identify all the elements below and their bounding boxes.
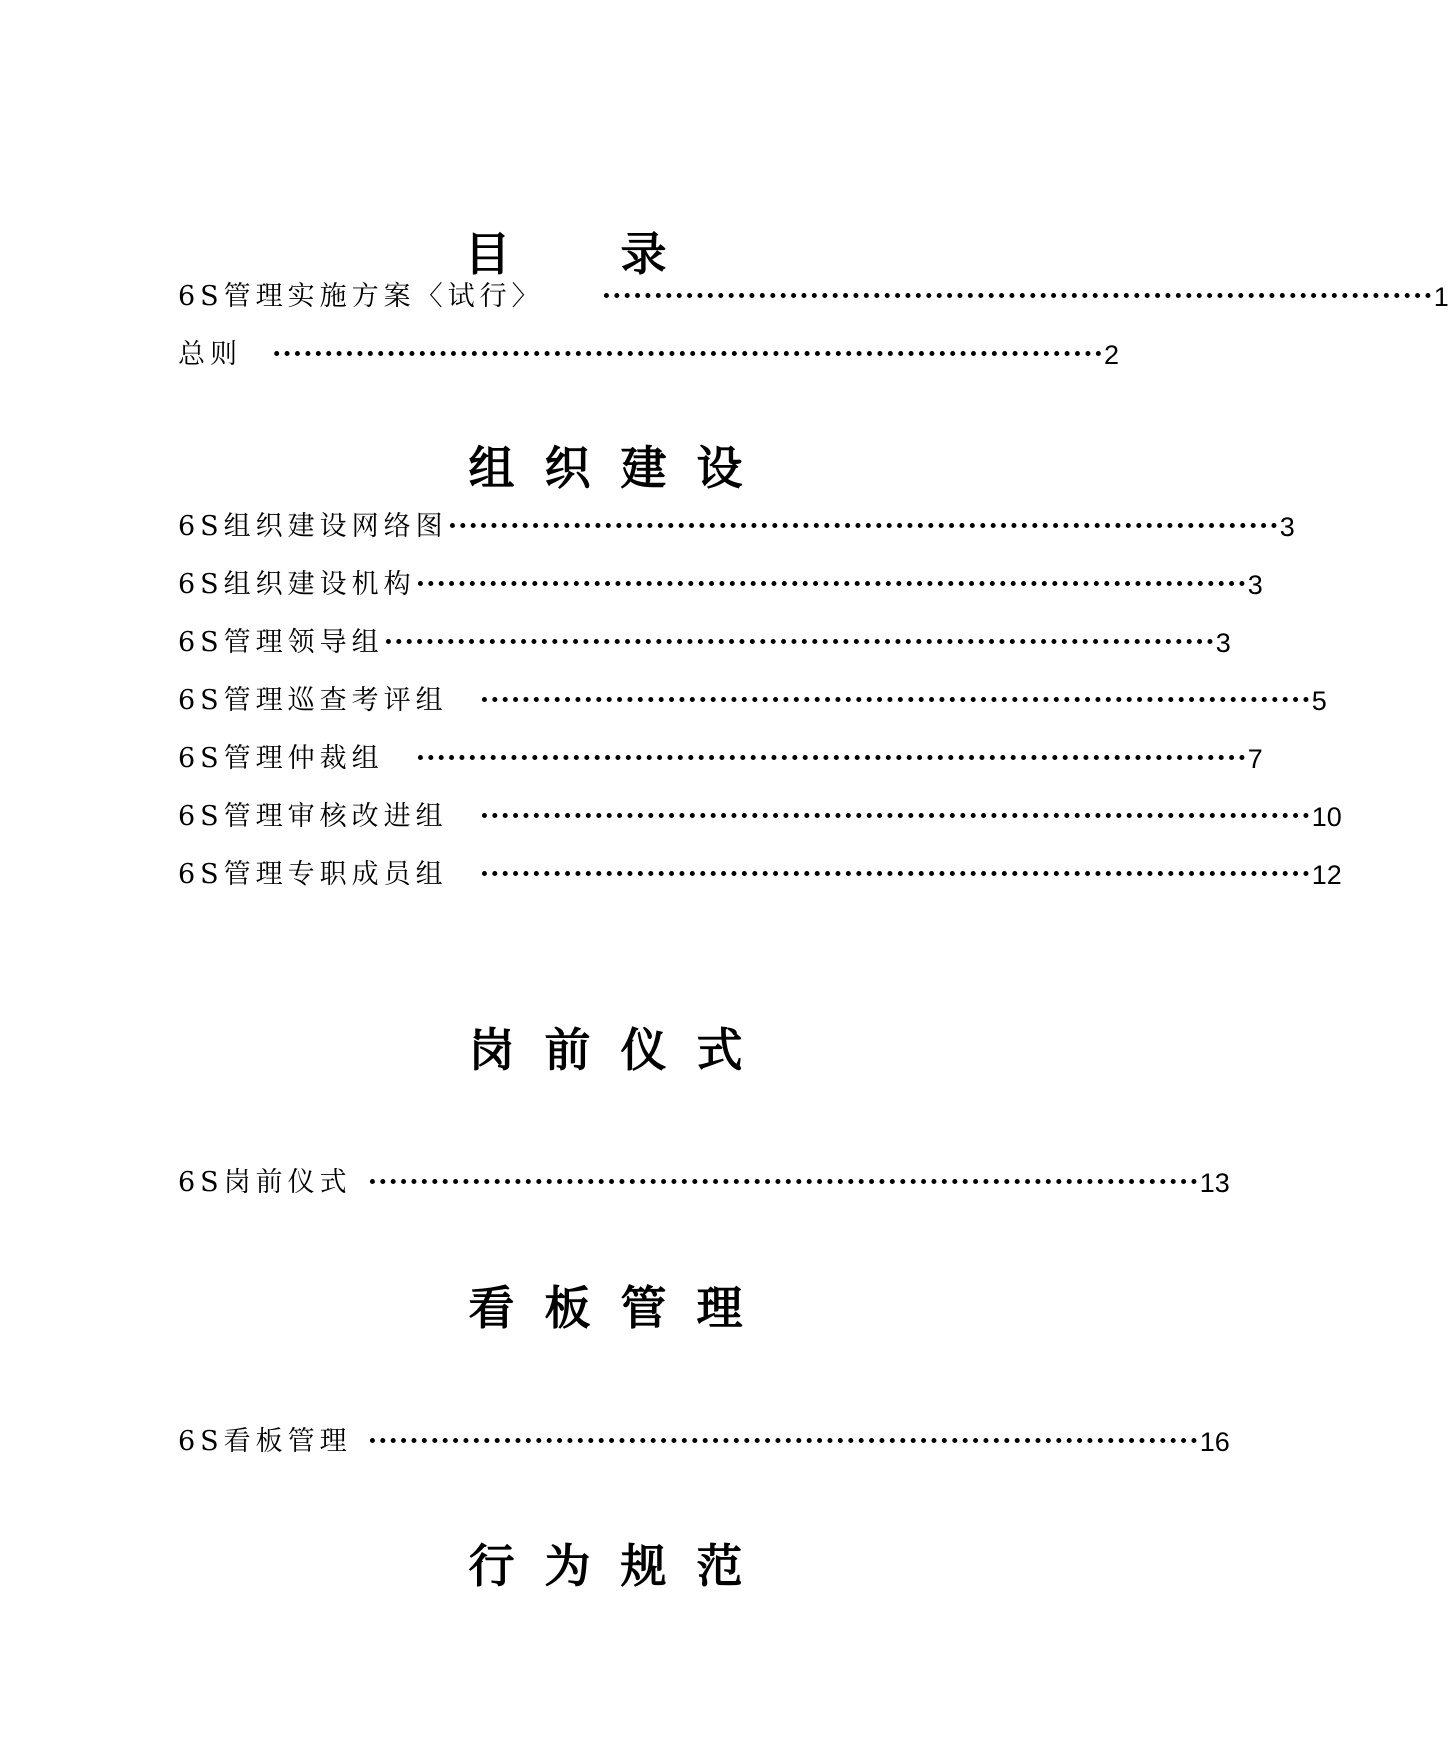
toc-entry-title: 6S管理巡查考评组 (178, 685, 448, 716)
toc-page-number: 3 (1279, 512, 1295, 542)
toc-entry-title: 6S岗前仪式 (178, 1167, 352, 1198)
toc-leader-dots: ················································································ (367, 1167, 1200, 1198)
toc-entry-title: 总则 (178, 339, 242, 370)
toc-entry[interactable] (178, 279, 1449, 315)
toc-entry-title: 6S组织建设网络图 (178, 511, 448, 542)
toc-entry[interactable] (178, 625, 1231, 661)
toc-entry[interactable] (178, 857, 1342, 893)
toc-page-number: 3 (1215, 628, 1231, 658)
toc-leader-dots: ················································································ (367, 1426, 1200, 1457)
toc-leader-dots: ················································································ (479, 685, 1312, 716)
toc-entry[interactable] (178, 567, 1263, 603)
toc-entry[interactable] (178, 741, 1263, 777)
toc-entry[interactable] (178, 799, 1342, 835)
toc-page-number: 16 (1199, 1427, 1230, 1457)
toc-page-number: 13 (1199, 1168, 1230, 1198)
toc-entry-title: 6S管理仲裁组 (178, 743, 384, 774)
toc-page-number: 5 (1311, 686, 1327, 716)
toc-page-number: 7 (1247, 744, 1263, 774)
toc-entry-title: 6S看板管理 (178, 1426, 352, 1457)
toc-entry-title: 6S管理领导组 (178, 627, 384, 658)
toc-leader-dots: ················································································ (383, 627, 1216, 658)
toc-entry[interactable] (178, 683, 1327, 719)
toc-title: 目录 (464, 227, 777, 281)
toc-entry-title: 6S管理专职成员组 (178, 859, 448, 890)
toc-entry[interactable] (178, 1165, 1230, 1201)
toc-page-number: 1 (1433, 282, 1449, 312)
section-heading: 岗前仪式 (468, 1023, 773, 1077)
toc-page-number: 3 (1247, 570, 1263, 600)
toc-entry-title: 6S组织建设机构 (178, 569, 416, 600)
toc-page-number: 12 (1311, 860, 1342, 890)
section-heading: 行为规范 (468, 1539, 773, 1593)
toc-leader-dots: ················································································ (272, 339, 1104, 370)
toc-entry[interactable] (178, 337, 1120, 373)
toc-leader-dots: ················································································ (415, 743, 1248, 774)
toc-leader-dots: ················································································ (479, 859, 1312, 890)
toc-entry-title: 6S管理审核改进组 (178, 801, 448, 832)
toc-entry[interactable] (178, 1424, 1230, 1460)
toc-leader-dots: ················································································ (447, 511, 1280, 542)
section-heading: 看板管理 (468, 1281, 773, 1335)
toc-page-number: 10 (1311, 802, 1342, 832)
toc-entry-title: 6S管理实施方案〈试行〉 (178, 281, 544, 312)
toc-entry[interactable] (178, 509, 1295, 545)
toc-leader-dots: ················································································ (479, 801, 1312, 832)
toc-page-number: 2 (1104, 340, 1120, 370)
section-heading: 组织建设 (468, 441, 773, 495)
toc-leader-dots: ················································································ (415, 569, 1248, 600)
toc-leader-dots: ················································································ (601, 281, 1434, 312)
